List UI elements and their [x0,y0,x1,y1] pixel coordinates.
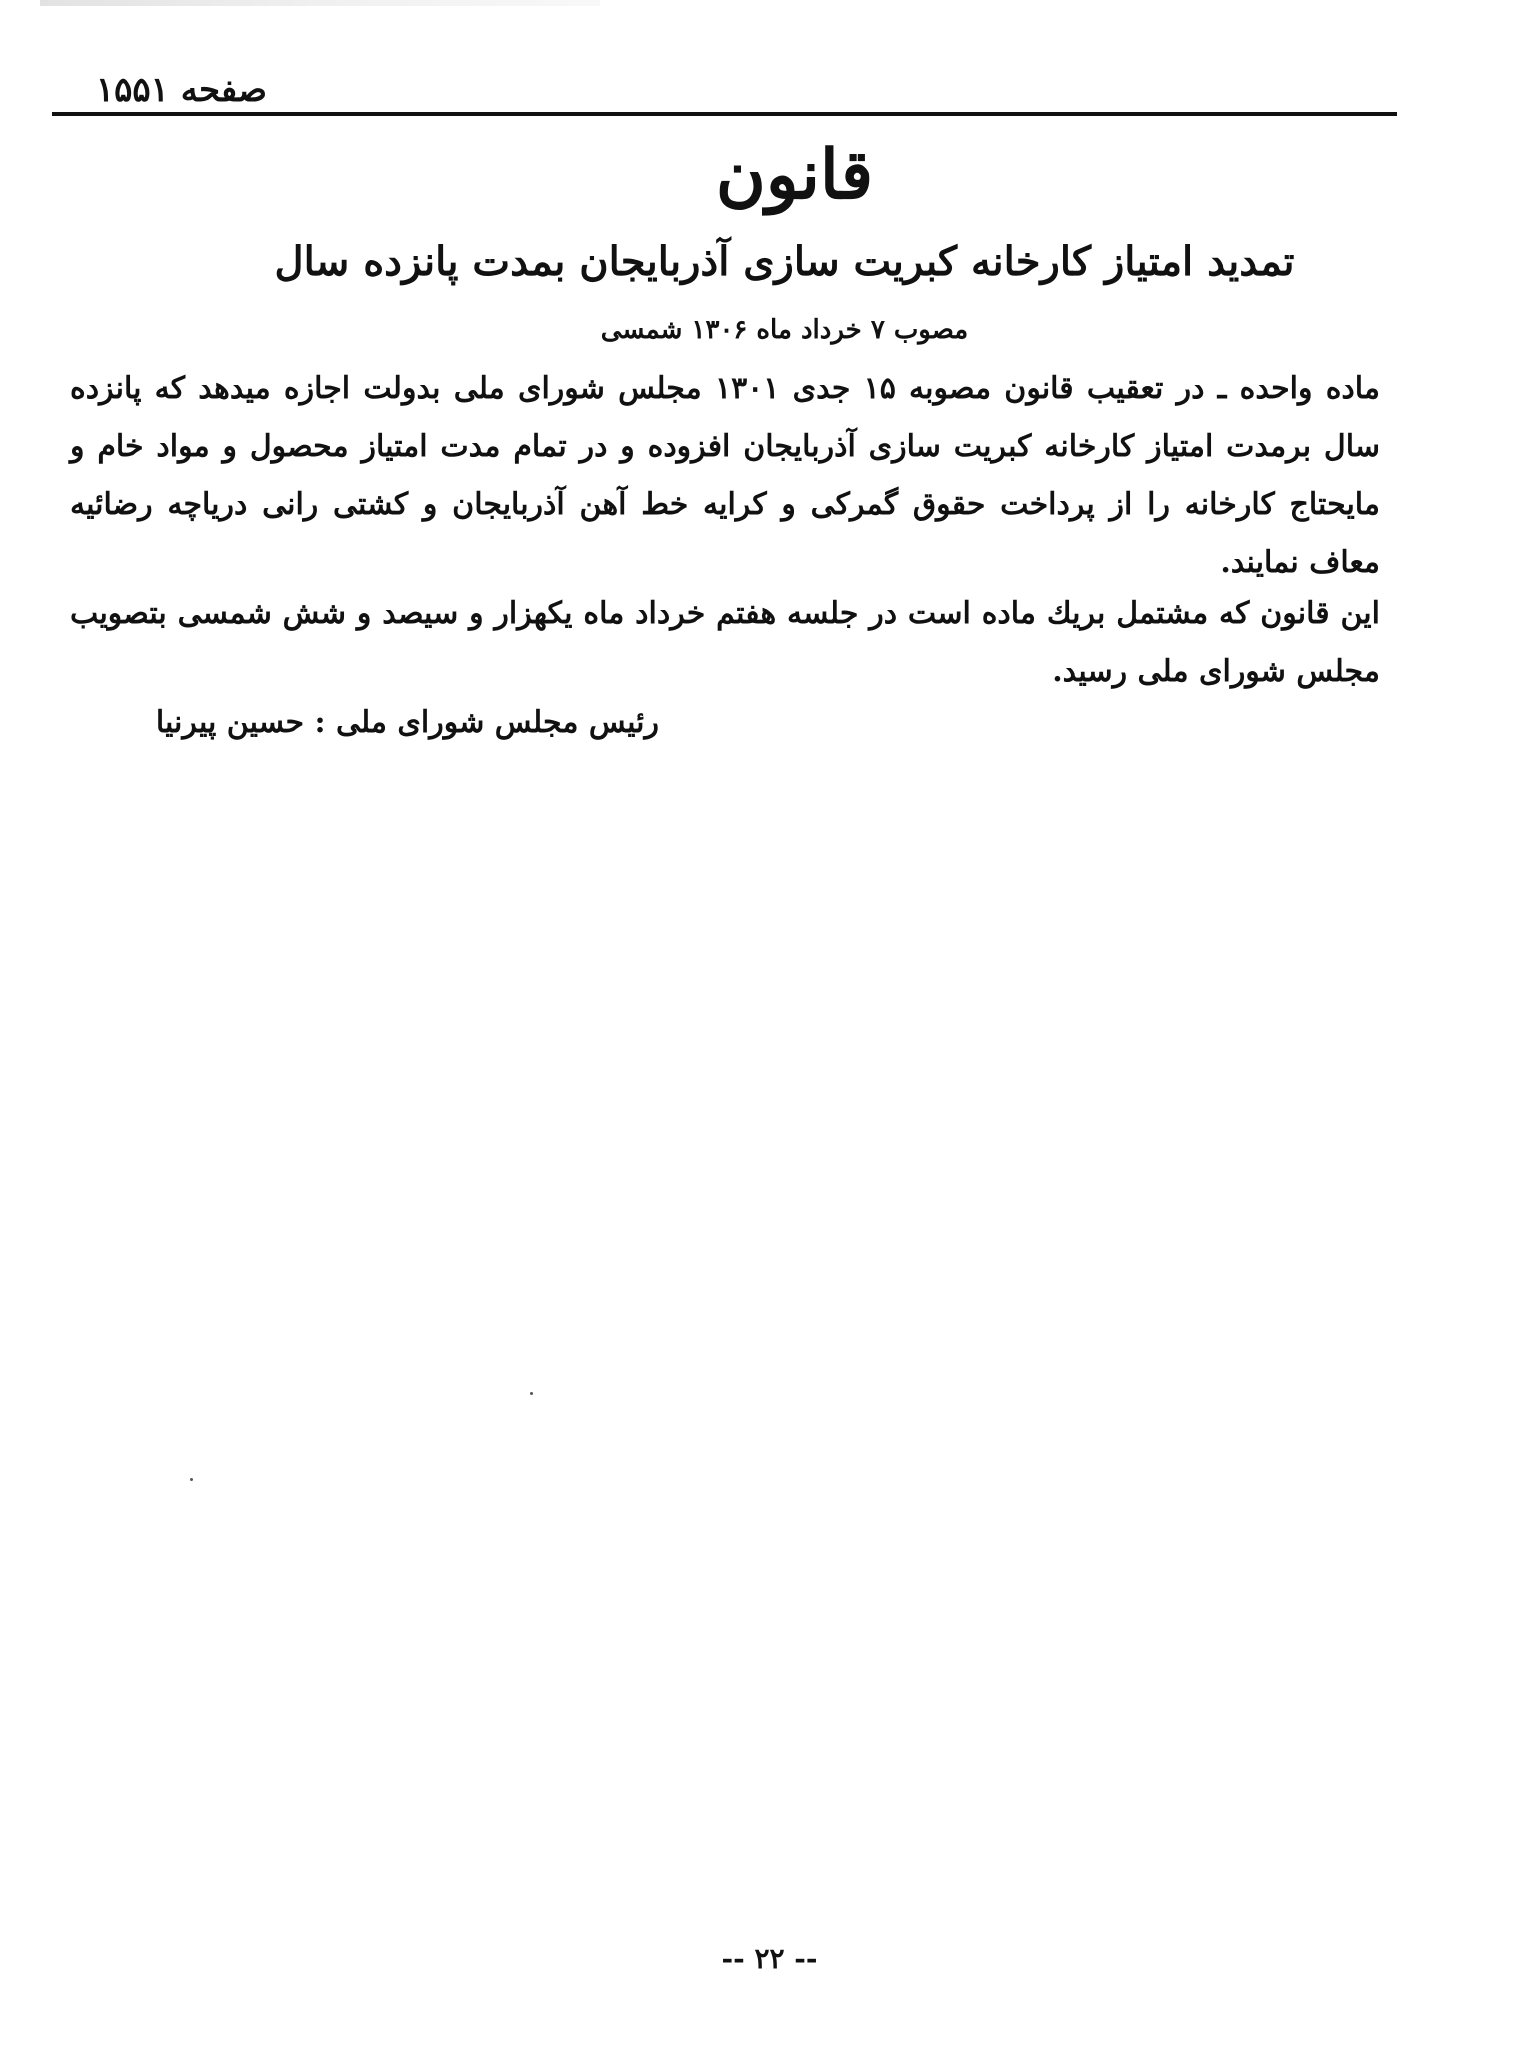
document-subtitle: تمدید امتیاز کارخانه کبریت سازی آذربایجان بمدت پانزده سال [274,238,1295,285]
article-paragraph: ماده واحده ـ در تعقیب قانون مصوبه ۱۵ جدی ۱۳۰۱ مجلس شورای ملی بدولت اجازه میدهد که پانزده سال برمدت امتیاز کارخانه کبریت سازی آذربایجان افزوده و در تمام مدت امتیاز محصول و مواد خام و مایحتاج کارخانه را از پرداخت حقوق گمرکی و کرایه خط آهن آذربایجان و کشتی رانی دریاچه رضائیه معاف نمایند. [70,371,1380,580]
page-label: صفحه ۱۵۵۱ [95,70,267,110]
approval-date: مصوب ۷ خرداد ماه ۱۳۰۶ شمسی [600,315,969,345]
header-divider [52,112,1397,116]
signature-line: رئیس مجلس شورای ملی : حسین پیرنیا [155,705,659,740]
scan-speck [190,1478,193,1481]
closing-paragraph: این قانون که مشتمل بریك ماده است در جلسه هفتم خرداد ماه یکهزار و سیصد و شش شمسی بتصویب مجلس شورای ملی رسید. [70,596,1380,689]
footer-page-number: -- ۲۲ -- [721,1942,818,1975]
scan-speck [530,1392,533,1395]
scan-artifact [40,0,600,6]
document-title: قانون [715,135,874,215]
